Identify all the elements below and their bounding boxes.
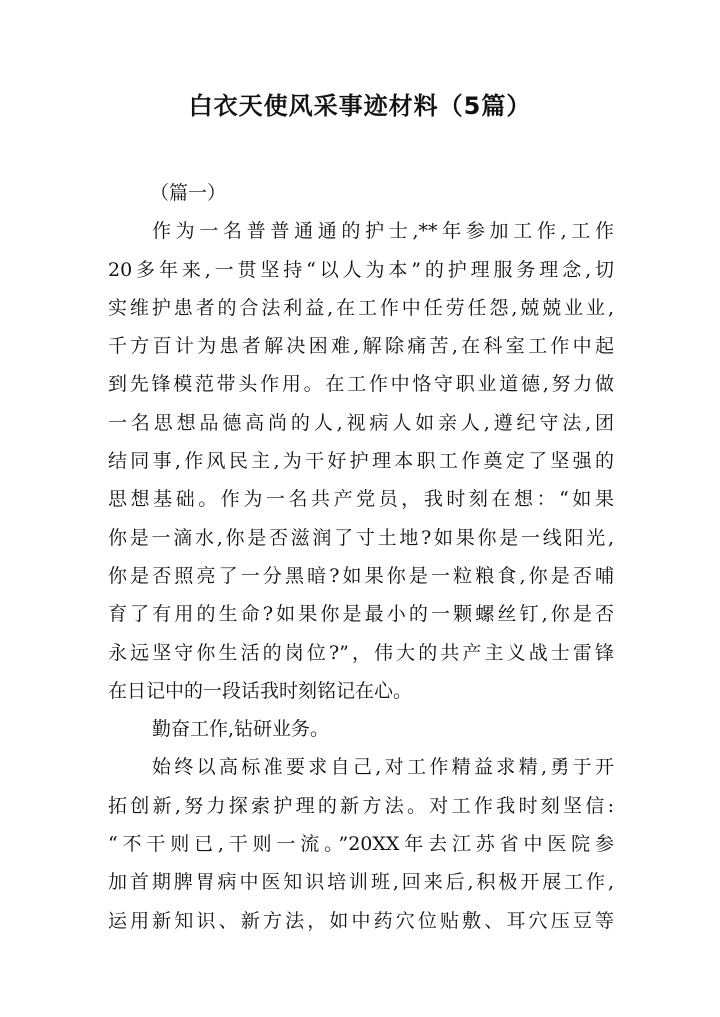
- document-body: [108, 174, 614, 940]
- paragraph-line: 作为一名普普通通的护士,**年参加工作,工作: [152, 220, 614, 243]
- paragraph-line: “不干则已,干则一流。”20XX年去江苏省中医院参: [108, 833, 614, 856]
- paragraph-line: 到先锋模范带头作用。在工作中恪守职业道德,努力做: [108, 373, 614, 396]
- paragraph-line: 在日记中的一段话我时刻铭记在心。: [108, 679, 413, 702]
- paragraph-line: 你是一滴水,你是否滋润了寸土地?如果你是一线阳光,: [108, 526, 614, 549]
- paragraph-line: 千方百计为患者解决困难,解除痛苦,在科室工作中起: [108, 335, 614, 358]
- paragraph-line: 勤奋工作,钻研业务。: [152, 718, 330, 741]
- paragraph-line: 拓创新,努力探索护理的新方法。对工作我时刻坚信:: [108, 794, 614, 817]
- paragraph-line: 你是否照亮了一分黑暗?如果你是一粒粮食,你是否哺: [108, 564, 614, 587]
- paragraph-line: 一名思想品德高尚的人,视病人如亲人,遵纪守法,团: [108, 411, 614, 434]
- paragraph-line: 永远坚守你生活的岗位?”，伟大的共产主义战士雷锋: [108, 641, 614, 664]
- paragraph-line: 结同事,作风民主,为干好护理本职工作奠定了坚强的: [108, 450, 614, 473]
- section-heading: （篇一）: [150, 182, 227, 204]
- paragraph-line: 始终以高标准要求自己,对工作精益求精,勇于开: [152, 756, 614, 779]
- paragraph-line: 育了有用的生命?如果你是最小的一颗螺丝钉,你是否: [108, 603, 614, 626]
- document-title: 白衣天使风采事迹材料（5篇）: [188, 92, 532, 120]
- paragraph-line: 20多年来,一贯坚持“以人为本”的护理服务理念,切: [108, 258, 614, 281]
- paragraph-line: 运用新知识、新方法，如中药穴位贴敷、耳穴压豆等: [108, 909, 614, 932]
- paragraph-line: 实维护患者的合法利益,在工作中任劳任怨,兢兢业业,: [108, 296, 614, 319]
- paragraph-line: 思想基础。作为一名共产党员，我时刻在想：“如果: [108, 488, 614, 511]
- paragraph-line: 加首期脾胃病中医知识培训班,回来后,积极开展工作,: [108, 871, 614, 894]
